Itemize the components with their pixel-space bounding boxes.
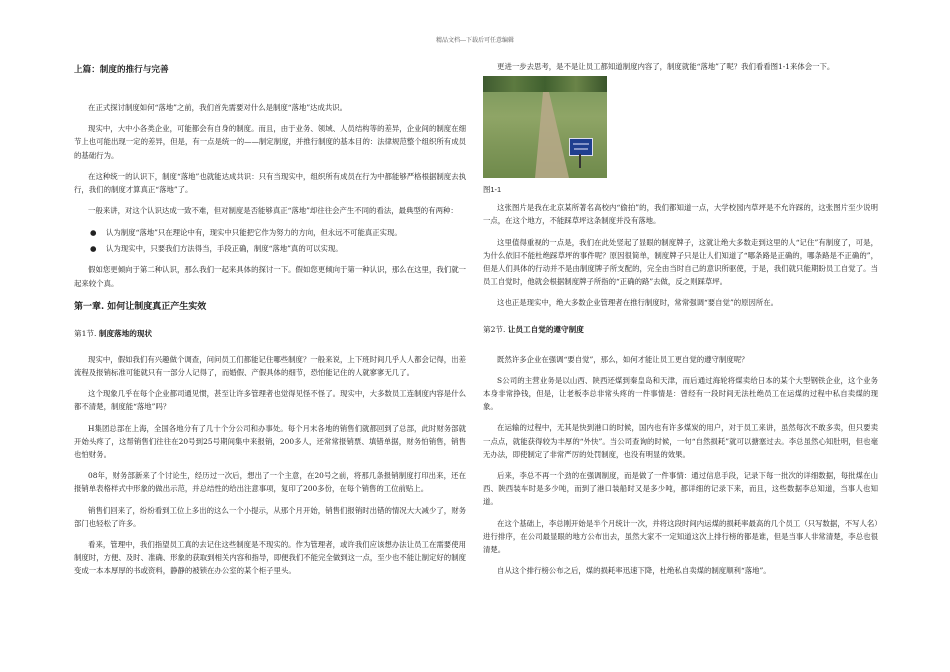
paragraph: 在运输的过程中，无其是快到港口的时候，国内也有许多煤炭的用户，对于员工来讲，虽然每次不敢多卖，但只要卖一点点，就能获得较为丰厚的“外快”。当公司查询的时候，一句“自然损耗”就可以搪塞过去。李总虽然心知肚明，但也毫无办法，即使制定了非常严厉的处罚制度，也没有明显的效果。 [483, 423, 878, 459]
paragraph: 08年，财务部新来了个讨论生，经历过一次后，想出了一个主意，在20号之前，将那几条报销制度打印出来，还在报销单表格样式中形象的做出示范，并总结性的给出注意事项，复印了200多份，在每个销售的工位前贴上。 [74, 471, 466, 494]
paragraph: 在这种统一的认识下，制度“落地”也就能达成共识：只有当现实中，组织所有成员在行为中都能够严格根据制度去执行，我们的制度才算真正“落地”了。 [74, 171, 466, 195]
section-heading: 第1节. 制度落地的现状 [74, 328, 153, 338]
bullet-dot-icon: ● [90, 244, 97, 254]
lawn-photo [483, 76, 607, 178]
paragraph: 既然许多企业在强调“要自觉”，那么，如何才能让员工更自觉的遵守制度呢？ [497, 354, 749, 364]
paragraph: 现实中，大中小各类企业，可能都会有自身的制度。而且，由于业务、领域、人员结构等的差异，企业间的制度在细节上也可能出现一定的差异，但是，有一点是统一的——制定制度，并推行制度的基本目的：法律规范整个组织所有成员的基础行为。 [74, 124, 466, 160]
paragraph: S公司的主营业务是以山西、陕西还煤到秦皇岛和天津，而后通过海轮将煤卖给日本的某个大型钢铁企业，这个业务本身非常挣钱，但是，让老板李总非常头疼的一件事情是：曾经有一段时间无法杜绝员工在运煤的过程中私自卖煤的现象。 [483, 375, 878, 412]
paragraph: 更进一步去思考，是不是让员工都知道制度内容了，制度就能“落地”了呢？我们看看图1-1来体会一下。 [497, 62, 835, 71]
sign-pole [579, 154, 581, 168]
paragraph: 在正式探讨制度如何“落地”之前，我们首先需要对什么是制度“落地”达成共识。 [88, 103, 348, 112]
paragraph: 一般来讲，对这个认识达成一致不难，但对制度是否能够真正“落地”却往往会产生不同的看法，最典型的有两种： [88, 206, 458, 216]
page-header: 精品文档---下载后可任意编辑 [435, 37, 515, 44]
paragraph: 自从这个排行榜公布之后，煤的损耗率迅速下降，杜绝私自卖煤的制度顺利“落地”。 [497, 566, 771, 576]
paragraph: 在这个基础上，李总刚开始是半个月统计一次，并将这段时间内运煤的损耗率最高的几个员工（只写数据，不写人名）进行排序，在公司最显眼的地方公布出去，虽然大家不一定知道这次上排行榜的都是谁，但是当事人非常清楚，李总也很清楚。 [483, 518, 878, 555]
sign-board [569, 138, 593, 156]
bullet-item: ● 认为现实中，只要我们方法得当，手段正确，制度“落地”真的可以实现。 [74, 241, 466, 257]
paragraph: 假如您更倾向于第二种认识，那么我们一起来具体的探讨一下。假如您更倾向于第一种认识，那么在这里，我们就一起来较个真。 [74, 265, 466, 288]
paragraph: 这个现象几乎在每个企业都司通见惯，甚至让许多管理者也觉得见怪不怪了。现实中，大多数员工连制度内容是什么都不清楚，制度能“落地”吗？ [74, 389, 466, 412]
chapter-heading: 第一章. 如何让制度真正产生实效 [74, 300, 207, 312]
paragraph: 销售们回来了，纷纷看到工位上多出的这么一个小提示，从那个月开始，销售们报销时出错的情况大大减少了，财务部门也轻松了许多。 [74, 505, 466, 528]
paragraph: H集团总部在上海，全国各地分有了几十个分公司和办事处。每个月末各地的销售们就都回到了总部，此时财务部就开始头疼了，这帮销售们往往在20号到25号期间集中来报销，200多人，还常常报销票、填错单据，财务怕销售，销售也怕财务。 [74, 423, 466, 460]
left-column [74, 58, 466, 578]
figure-caption: 图1-1 [483, 185, 502, 195]
bullet-dot-icon: ● [90, 228, 97, 238]
paragraph: 这里值得重视的一点是，我们在此处竖起了显眼的制度牌子，这就让绝大多数走到这里的人“记住”有制度了，可是，为什么依旧不能杜绝踩草坪的事件呢？原因很简单，制度牌子只是让人们知道了“哪条路是正确的，哪条路是不正确的”，但是人们具体的行动并不是由制度牌子所支配的，完全由当时自己的意识所驱使，于是，我们就只能期盼员工自觉了。当员工自觉时，他就会根据制度牌子所指的“正确的路”去做，反之则踩草坪。 [483, 237, 878, 287]
paragraph: 看来，管理中，我们指望员工真的去记住这些制度是不现实的。作为管理者，或许我们应该想办法让员工在需要使用制度时，方便、及时、准确、形象的获取到相关内容和指导，即便我们不能完全做到这一点，至少也不能让制定好的制度变成一本本厚厚的书或资料，静静的被锁在办公室的某个柜子里头。 [74, 540, 466, 576]
paragraph: 现实中，假如我们有兴趣做个调查，问问员工们都能记住哪些制度？一般来说，上下班时间几乎人人都会记得，出差流程及报销标准可能就只有一部分人记得了，而婚假、产假具体的细节，恐怕能记住的人就寥寥无几了。 [74, 354, 466, 378]
paragraph: 后来，李总不再一个劲的在强调制度，而是做了一件事情：通过信息手段，记录下每一批次的详细数据，每批煤在山西、陕西装车时是多少吨，而到了港口装船时又是多少吨，都详细的记录下来，而且，这些数据李总知道，当事人也知道。 [483, 471, 878, 507]
right-column [483, 60, 878, 577]
paragraph: 这张图片是我在北京某所著名高校内“偷拍”的，我们都知道一点，大学校园内草坪是不允许踩的，这张图片至少说明一点，在这个地方，不能踩草坪这条制度并没有落地。 [483, 203, 878, 226]
section-heading: 第2节. 让员工自觉的遵守制度 [483, 324, 584, 334]
bullet-item: ● 认为制度“落地”只在理论中有，现实中只能把它作为努力的方向，但永远不可能真正实现。 [74, 225, 466, 241]
document-title: 上篇：制度的推行与完善 [74, 64, 169, 74]
paragraph: 这也正是现实中，绝大多数企业管理者在推行制度时，常常强调“要自觉”的原因所在。 [497, 298, 779, 308]
sign-text-image [570, 139, 592, 155]
path-drawing [483, 76, 607, 178]
